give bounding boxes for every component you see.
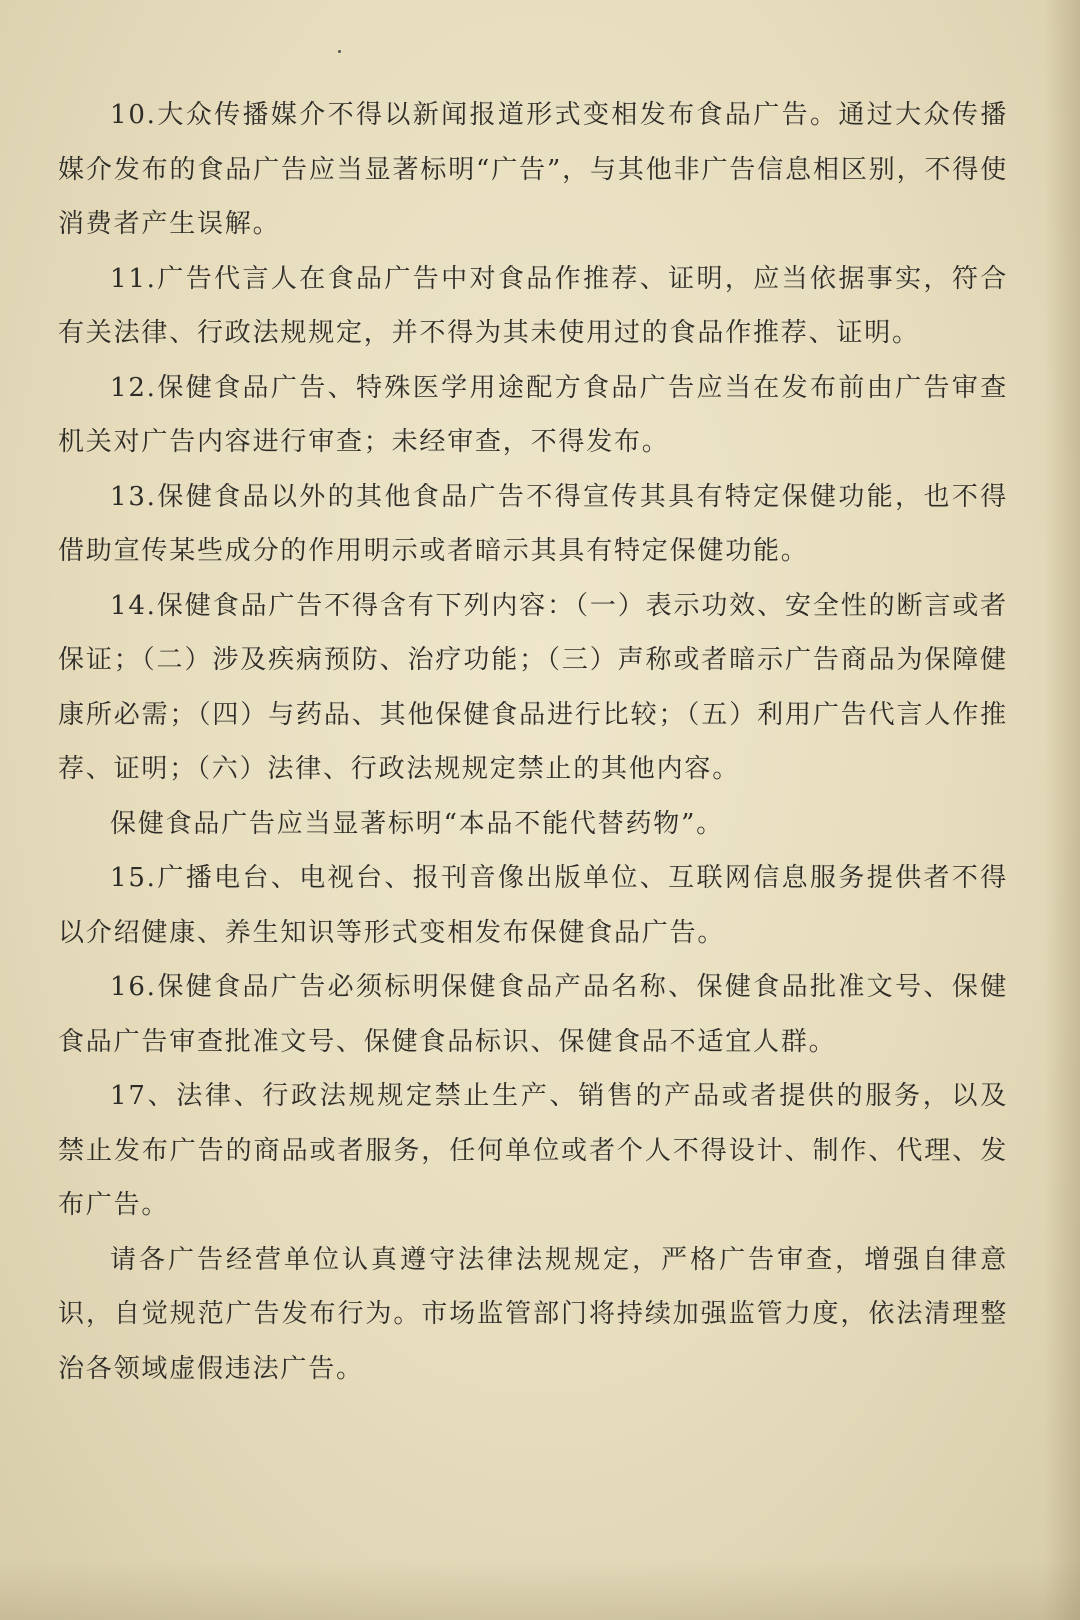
paragraph-item-11: 11.广告代言人在食品广告中对食品作推荐、证明，应当依据事实，符合有关法律、行政法规规定，并不得为其未使用过的食品作推荐、证明。: [58, 263, 1008, 348]
paragraph-item-16: 16.保健食品广告必须标明保健食品产品名称、保健食品批准文号、保健食品广告审查批准文号、保健食品标识、保健食品不适宜人群。: [58, 972, 1008, 1057]
page-bottom-shadow: [0, 1560, 1080, 1620]
paragraph-item-12: 12.保健食品广告、特殊医学用途配方食品广告应当在发布前由广告审查机关对广告内容进行审查；未经审查，不得发布。: [58, 372, 1008, 457]
paragraph-item-10: 10.大众传播媒介不得以新闻报道形式变相发布食品广告。通过大众传播媒介发布的食品广告应当显著标明“广告”，与其他非广告信息相区别，不得使消费者产生误解。: [58, 100, 1008, 239]
paper-speck: [338, 50, 341, 53]
paragraph-closing: 请各广告经营单位认真遵守法律法规规定，严格广告审查，增强自律意识，自觉规范广告发布行为。市场监管部门将持续加强监管力度，依法清理整治各领域虚假违法广告。: [58, 1244, 1008, 1384]
paragraph-item-13: 13.保健食品以外的其他食品广告不得宣传其具有特定保健功能，也不得借助宣传某些成分的作用明示或者暗示其具有特定保健功能。: [58, 481, 1008, 566]
paragraph-item-17: 17、法律、行政法规规定禁止生产、销售的产品或者提供的服务，以及禁止发布广告的商品或者服务，任何单位或者个人不得设计、制作、代理、发布广告。: [58, 1081, 1008, 1220]
page-edge-shadow: [1044, 0, 1080, 1620]
paragraph-item-15: 15.广播电台、电视台、报刊音像出版单位、互联网信息服务提供者不得以介绍健康、养生知识等形式变相发布保健食品广告。: [58, 863, 1008, 948]
document-body: [58, 88, 1008, 1396]
paragraph-health-food-notice: 保健食品广告应当显著标明“本品不能代替药物”。: [110, 808, 724, 839]
paragraph-item-14: 14.保健食品广告不得含有下列内容：（一）表示功效、安全性的断言或者保证；（二）涉及疾病预防、治疗功能；（三）声称或者暗示广告商品为保障健康所必需；（四）与药品、其他保健食品进行比较；（五）利用广告代言人作推荐、证明；（六）法律、行政法规规定禁止的其他内容。: [58, 590, 1008, 784]
